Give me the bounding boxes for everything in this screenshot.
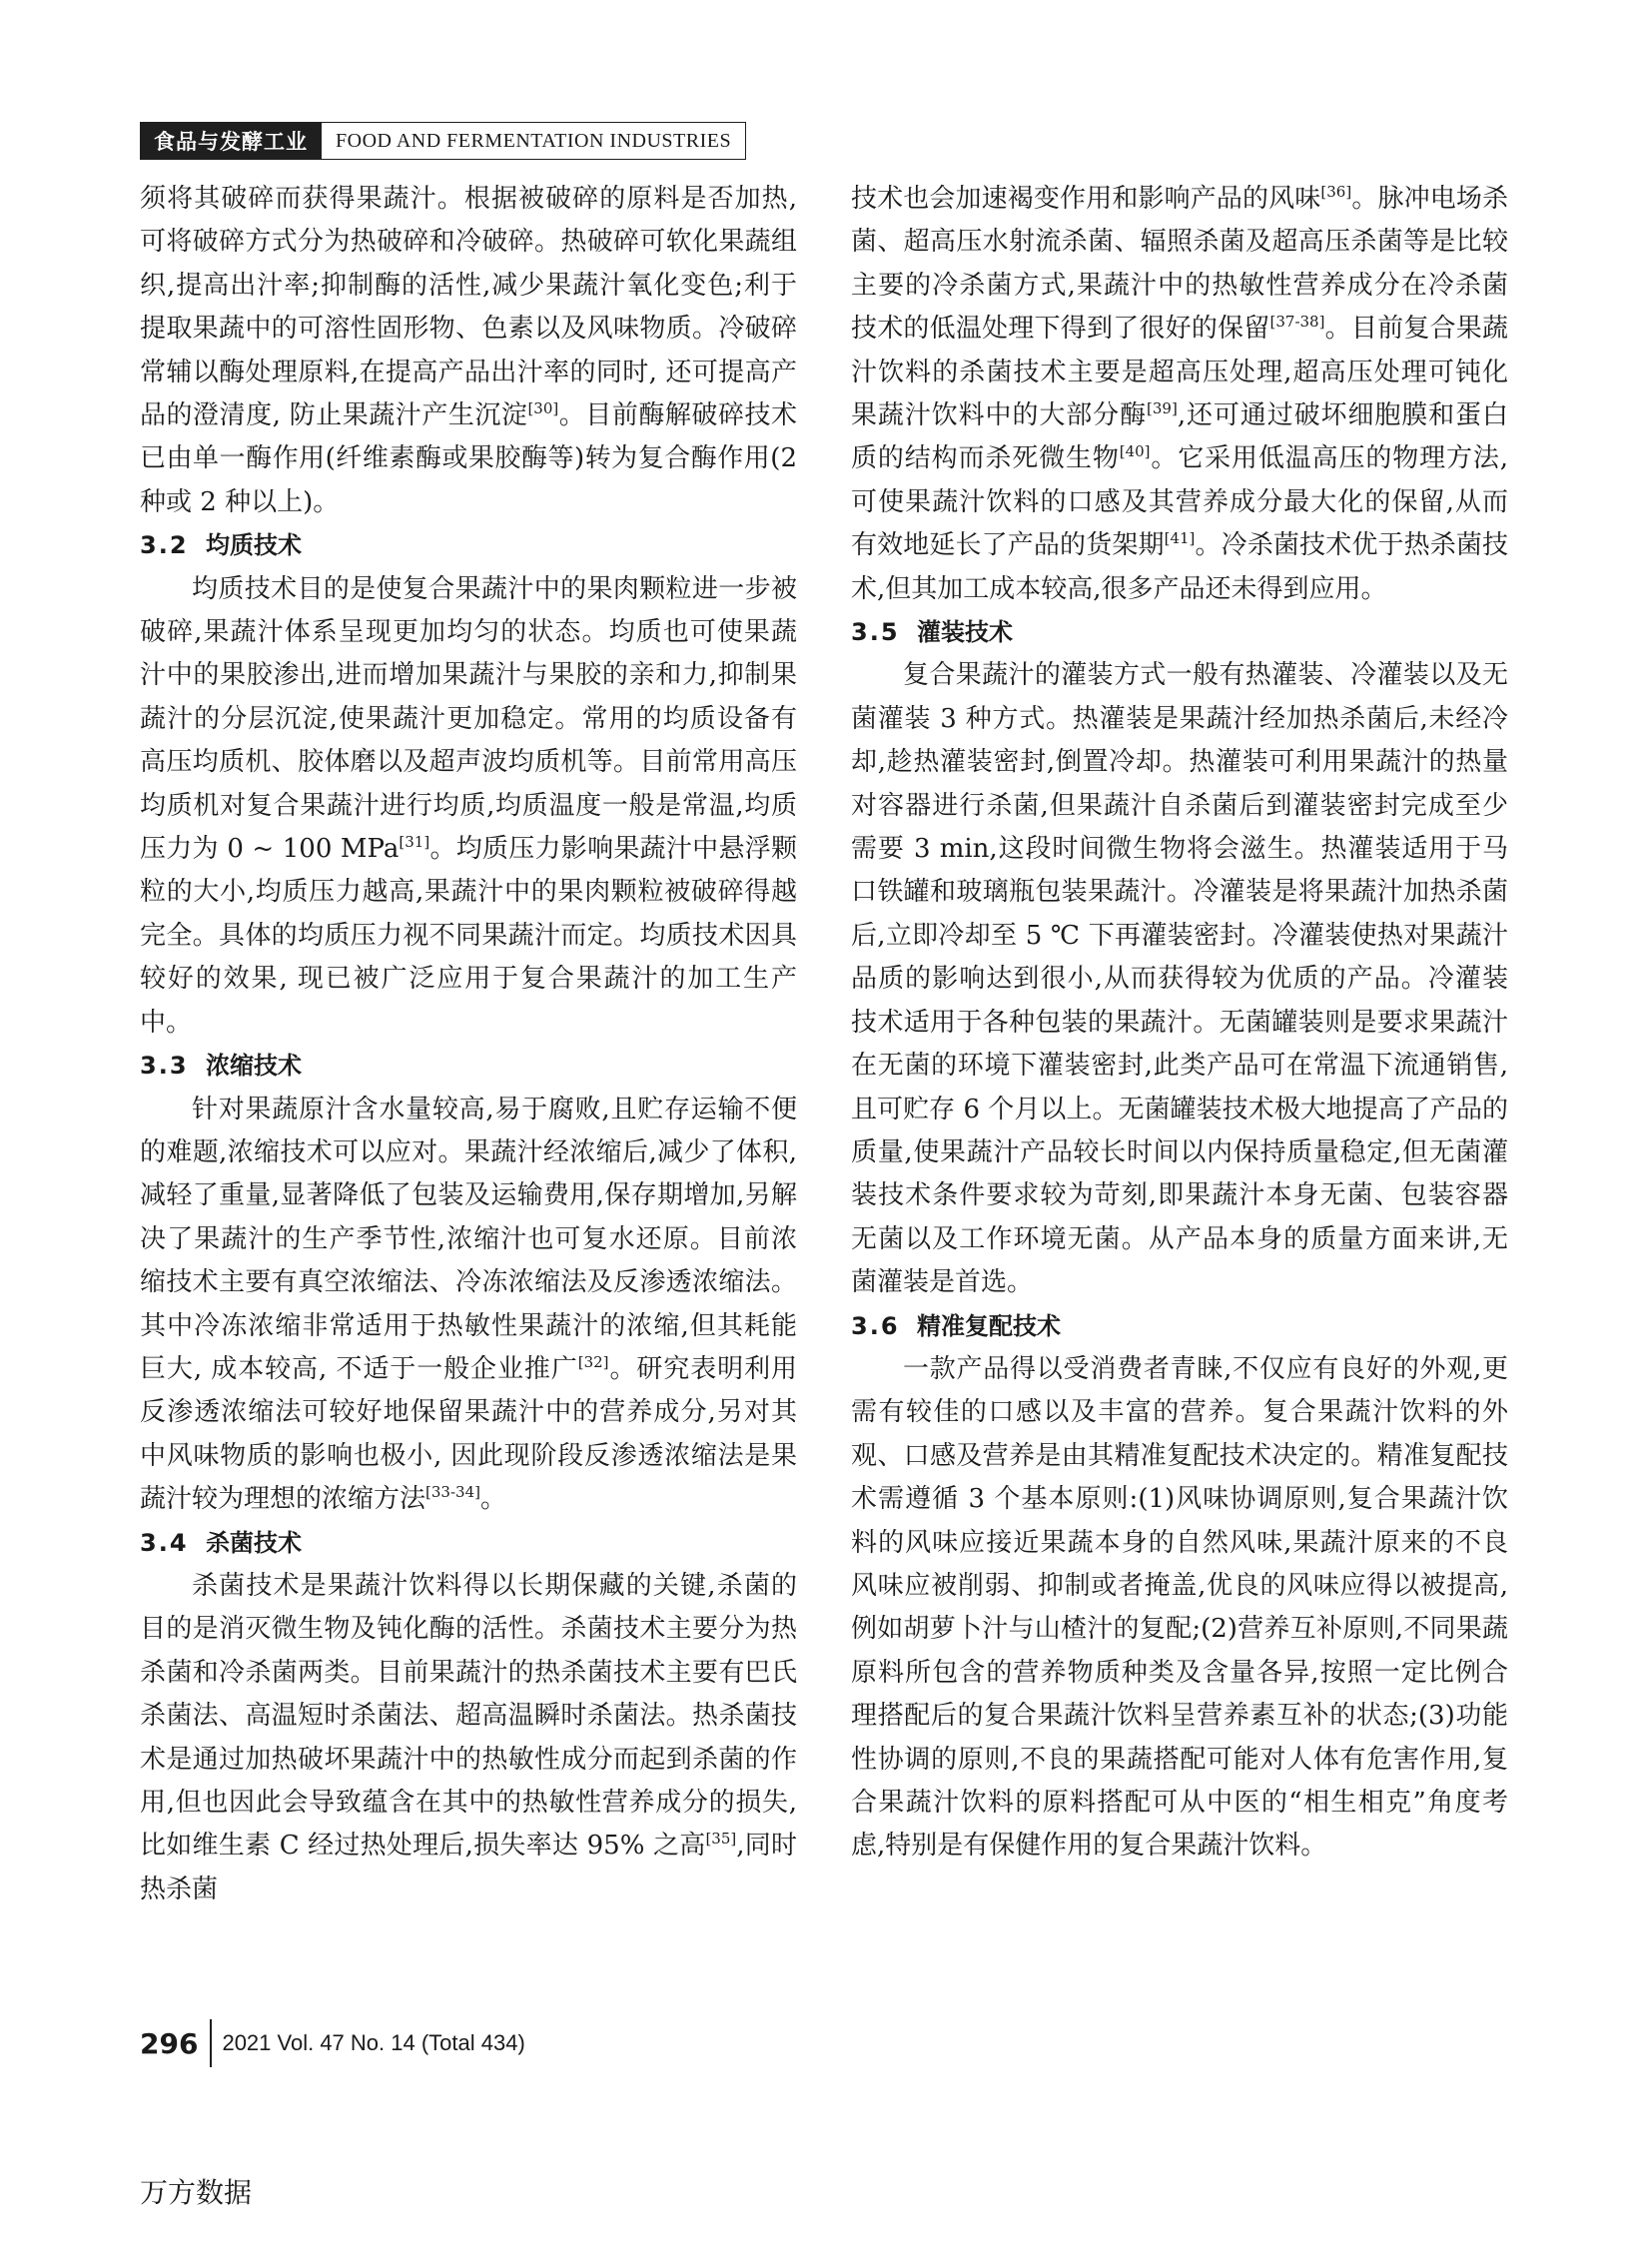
section-number: 3.5	[851, 618, 900, 647]
citation-ref: [30]	[527, 399, 559, 418]
citation-ref: [39]	[1147, 399, 1178, 418]
section-number: 3.6	[851, 1311, 900, 1340]
paragraph-text: 杀菌技术是果蔬汁饮料得以长期保藏的关键,杀菌的目的是消灭微生物及钝化酶的活性。杀菌技术主要分为热杀菌和冷杀菌两类。目前果蔬汁的热杀菌技术主要有巴氏杀菌法、高温短时杀菌法、超高温瞬时杀菌法。热杀菌技术是通过加热破坏果蔬汁中的热敏性成分而起到杀菌的作用,但也因此会导致蕴含在其中的热敏性营养成分的损失,比如维生素 C 经过热处理后,损失率达 95% 之高	[140, 1570, 797, 1862]
left-column	[140, 178, 797, 1911]
citation-ref: [35]	[705, 1830, 737, 1849]
section-number: 3.3	[140, 1052, 189, 1081]
section-title: 杀菌技术	[206, 1528, 302, 1557]
section-title: 浓缩技术	[206, 1052, 302, 1081]
watermark: 万方数据	[140, 2176, 253, 2209]
paragraph	[140, 1565, 797, 1911]
section-heading	[851, 611, 1508, 654]
citation-ref: [32]	[577, 1352, 609, 1371]
paragraph-text: 。它采用低温高压的物理方法,可使果蔬汁饮料的口感及其营养成分最大化的保留,从而有效地延长了产品的货架期	[851, 443, 1508, 561]
citation-ref: [40]	[1119, 442, 1151, 461]
paragraph	[851, 178, 1508, 611]
paragraph-text: 一款产品得以受消费者青睐,不仅应有良好的外观,更需有较佳的口感以及丰富的营养。复合果蔬汁饮料的外观、口感及营养是由其精准复配技术决定的。精准复配技术需遵循 3 个基本原则:(1)风味协调原则,复合果蔬汁饮料的风味应接近果蔬本身的自然风味,果蔬汁原来的不良风味应被削弱、抑制或者掩盖,优良的风味应得以被提高,例如胡萝卜汁与山楂汁的复配;(2)营养互补原则,不同果蔬原料所包含的营养物质种类及含量各异,按照一定比例合理搭配后的复合果蔬汁饮料呈营养素互补的状态;(3)功能性协调的原则,不良的果蔬搭配可能对人体有危害作用,复合果蔬汁饮料的原料搭配可从中医的“相生相克”角度考虑,特别是有保健作用的复合果蔬汁饮料。	[851, 1353, 1508, 1862]
paragraph	[851, 1348, 1508, 1868]
page-footer	[140, 2019, 525, 2067]
paragraph-text: ,同时热杀菌	[140, 1831, 797, 1904]
section-title: 均质技术	[206, 531, 302, 560]
paragraph-text: 技术也会加速褐变作用和影响产品的风味	[851, 184, 1321, 214]
page-number: 296	[140, 2026, 199, 2060]
paragraph	[140, 1089, 797, 1522]
section-title: 灌装技术	[917, 618, 1013, 647]
paragraph-text: 。脉冲电场杀菌、超高压水射流杀菌、辐照杀菌及超高压杀菌等是比较主要的冷杀菌方式,果蔬汁中的热敏性营养成分在冷杀菌技术的低温处理下得到了很好的保留	[851, 184, 1508, 345]
section-heading	[140, 524, 797, 567]
citation-ref: [37-38]	[1269, 313, 1325, 332]
paragraph-text: 针对果蔬原汁含水量较高,易于腐败,且贮存运输不便的难题,浓缩技术可以应对。果蔬汁经浓缩后,减少了体积,减轻了重量,显著降低了包装及运输费用,保存期增加,另解决了果蔬汁的生产季节性,浓缩汁也可复水还原。目前浓缩技术主要有真空浓缩法、冷冻浓缩法及反渗透浓缩法。其中冷冻浓缩非常适用于热敏性果蔬汁的浓缩,但其耗能巨大, 成本较高, 不适于一般企业推广	[140, 1094, 797, 1384]
paragraph-text: 。目前酶解破碎技术已由单一酶作用(纤维素酶或果胶酶等)转为复合酶作用(2 种或 2 种以上)。	[140, 400, 797, 517]
section-number: 3.4	[140, 1528, 189, 1557]
paragraph-text: ,还可通过破坏细胞膜和蛋白质的结构而杀死微生物	[851, 400, 1508, 474]
section-title: 精准复配技术	[917, 1311, 1061, 1340]
paragraph-text: 。	[479, 1484, 506, 1515]
journal-name-en: FOOD AND FERMENTATION INDUSTRIES	[322, 122, 746, 160]
paragraph-text: 须将其破碎而获得果蔬汁。根据被破碎的原料是否加热,可将破碎方式分为热破碎和冷破碎。热破碎可软化果蔬组织,提高出汁率;抑制酶的活性,减少果蔬汁氧化变色;利于提取果蔬中的可溶性固形物、色素以及风味物质。冷破碎常辅以酶处理原料,在提高产品出汁率的同时, 还可提高产品的澄清度, 防止果蔬汁产生沉淀	[140, 184, 797, 431]
paragraph-text: 均质技术目的是使复合果蔬汁中的果肉颗粒进一步被破碎,果蔬汁体系呈现更加均匀的状态。均质也可使果蔬汁中的果胶渗出,进而增加果蔬汁与果胶的亲和力,抑制果蔬汁的分层沉淀,使果蔬汁更加稳定。常用的均质设备有高压均质机、胶体磨以及超声波均质机等。目前常用高压均质机对复合果蔬汁进行均质,均质温度一般是常温,均质压力为 0 ~ 100 MPa	[140, 573, 797, 865]
section-heading	[851, 1305, 1508, 1348]
paragraph	[851, 654, 1508, 1304]
issue-info: 2021 Vol. 47 No. 14 (Total 434)	[222, 2030, 525, 2055]
citation-ref: [31]	[399, 833, 430, 852]
paragraph-text: 。冷杀菌技术优于热杀菌技术,但其加工成本较高,很多产品还未得到应用。	[851, 530, 1508, 604]
paragraph-text: 。均质压力影响果蔬汁中悬浮颗粒的大小,均质压力越高,果蔬汁中的果肉颗粒被破碎得越完全。具体的均质压力视不同果蔬汁而定。均质技术因具较好的效果, 现已被广泛应用于复合果蔬汁的加工生产中。	[140, 834, 797, 1038]
citation-ref: [33-34]	[425, 1483, 480, 1502]
right-column	[851, 178, 1508, 1868]
paragraph-text: 复合果蔬汁的灌装方式一般有热灌装、冷灌装以及无菌灌装 3 种方式。热灌装是果蔬汁经加热杀菌后,未经冷却,趁热灌装密封,倒置冷却。热灌装可利用果蔬汁的热量对容器进行杀菌,但果蔬汁自杀菌后到灌装密封完成至少需要 3 min,这段时间微生物将会滋生。热灌装适用于马口铁罐和玻璃瓶包装果蔬汁。冷灌装是将果蔬汁加热杀菌后,立即冷却至 5 ℃ 下再灌装密封。冷灌装使热对果蔬汁品质的影响达到很小,从而获得较为优质的产品。冷灌装技术适用于各种包装的果蔬汁。无菌罐装则是要求果蔬汁在无菌的环境下灌装密封,此类产品可在常温下流通销售,且可贮存 6 个月以上。无菌罐装技术极大地提高了产品的质量,使果蔬汁产品较长时间以内保持质量稳定,但无菌灌装技术条件要求较为苛刻,即果蔬汁本身无菌、包装容器无菌以及工作环境无菌。从产品本身的质量方面来讲,无菌灌装是首选。	[851, 660, 1508, 1298]
section-heading	[140, 1045, 797, 1088]
paragraph	[140, 568, 797, 1045]
paragraph-text: 。研究表明利用反渗透浓缩法可较好地保留果蔬汁中的营养成分,另对其中风味物质的影响也极小, 因此现阶段反渗透浓缩法是果蔬汁较为理想的浓缩方法	[140, 1353, 797, 1515]
section-number: 3.2	[140, 531, 189, 560]
paragraph-text: 。目前复合果蔬汁饮料的杀菌技术主要是超高压处理,超高压处理可钝化果蔬汁饮料中的大部分酶	[851, 314, 1508, 431]
journal-header	[140, 122, 746, 160]
paragraph	[140, 178, 797, 524]
section-heading	[140, 1522, 797, 1565]
citation-ref: [36]	[1320, 183, 1352, 201]
journal-name-cn: 食品与发酵工业	[140, 122, 322, 160]
citation-ref: [41]	[1164, 529, 1196, 548]
